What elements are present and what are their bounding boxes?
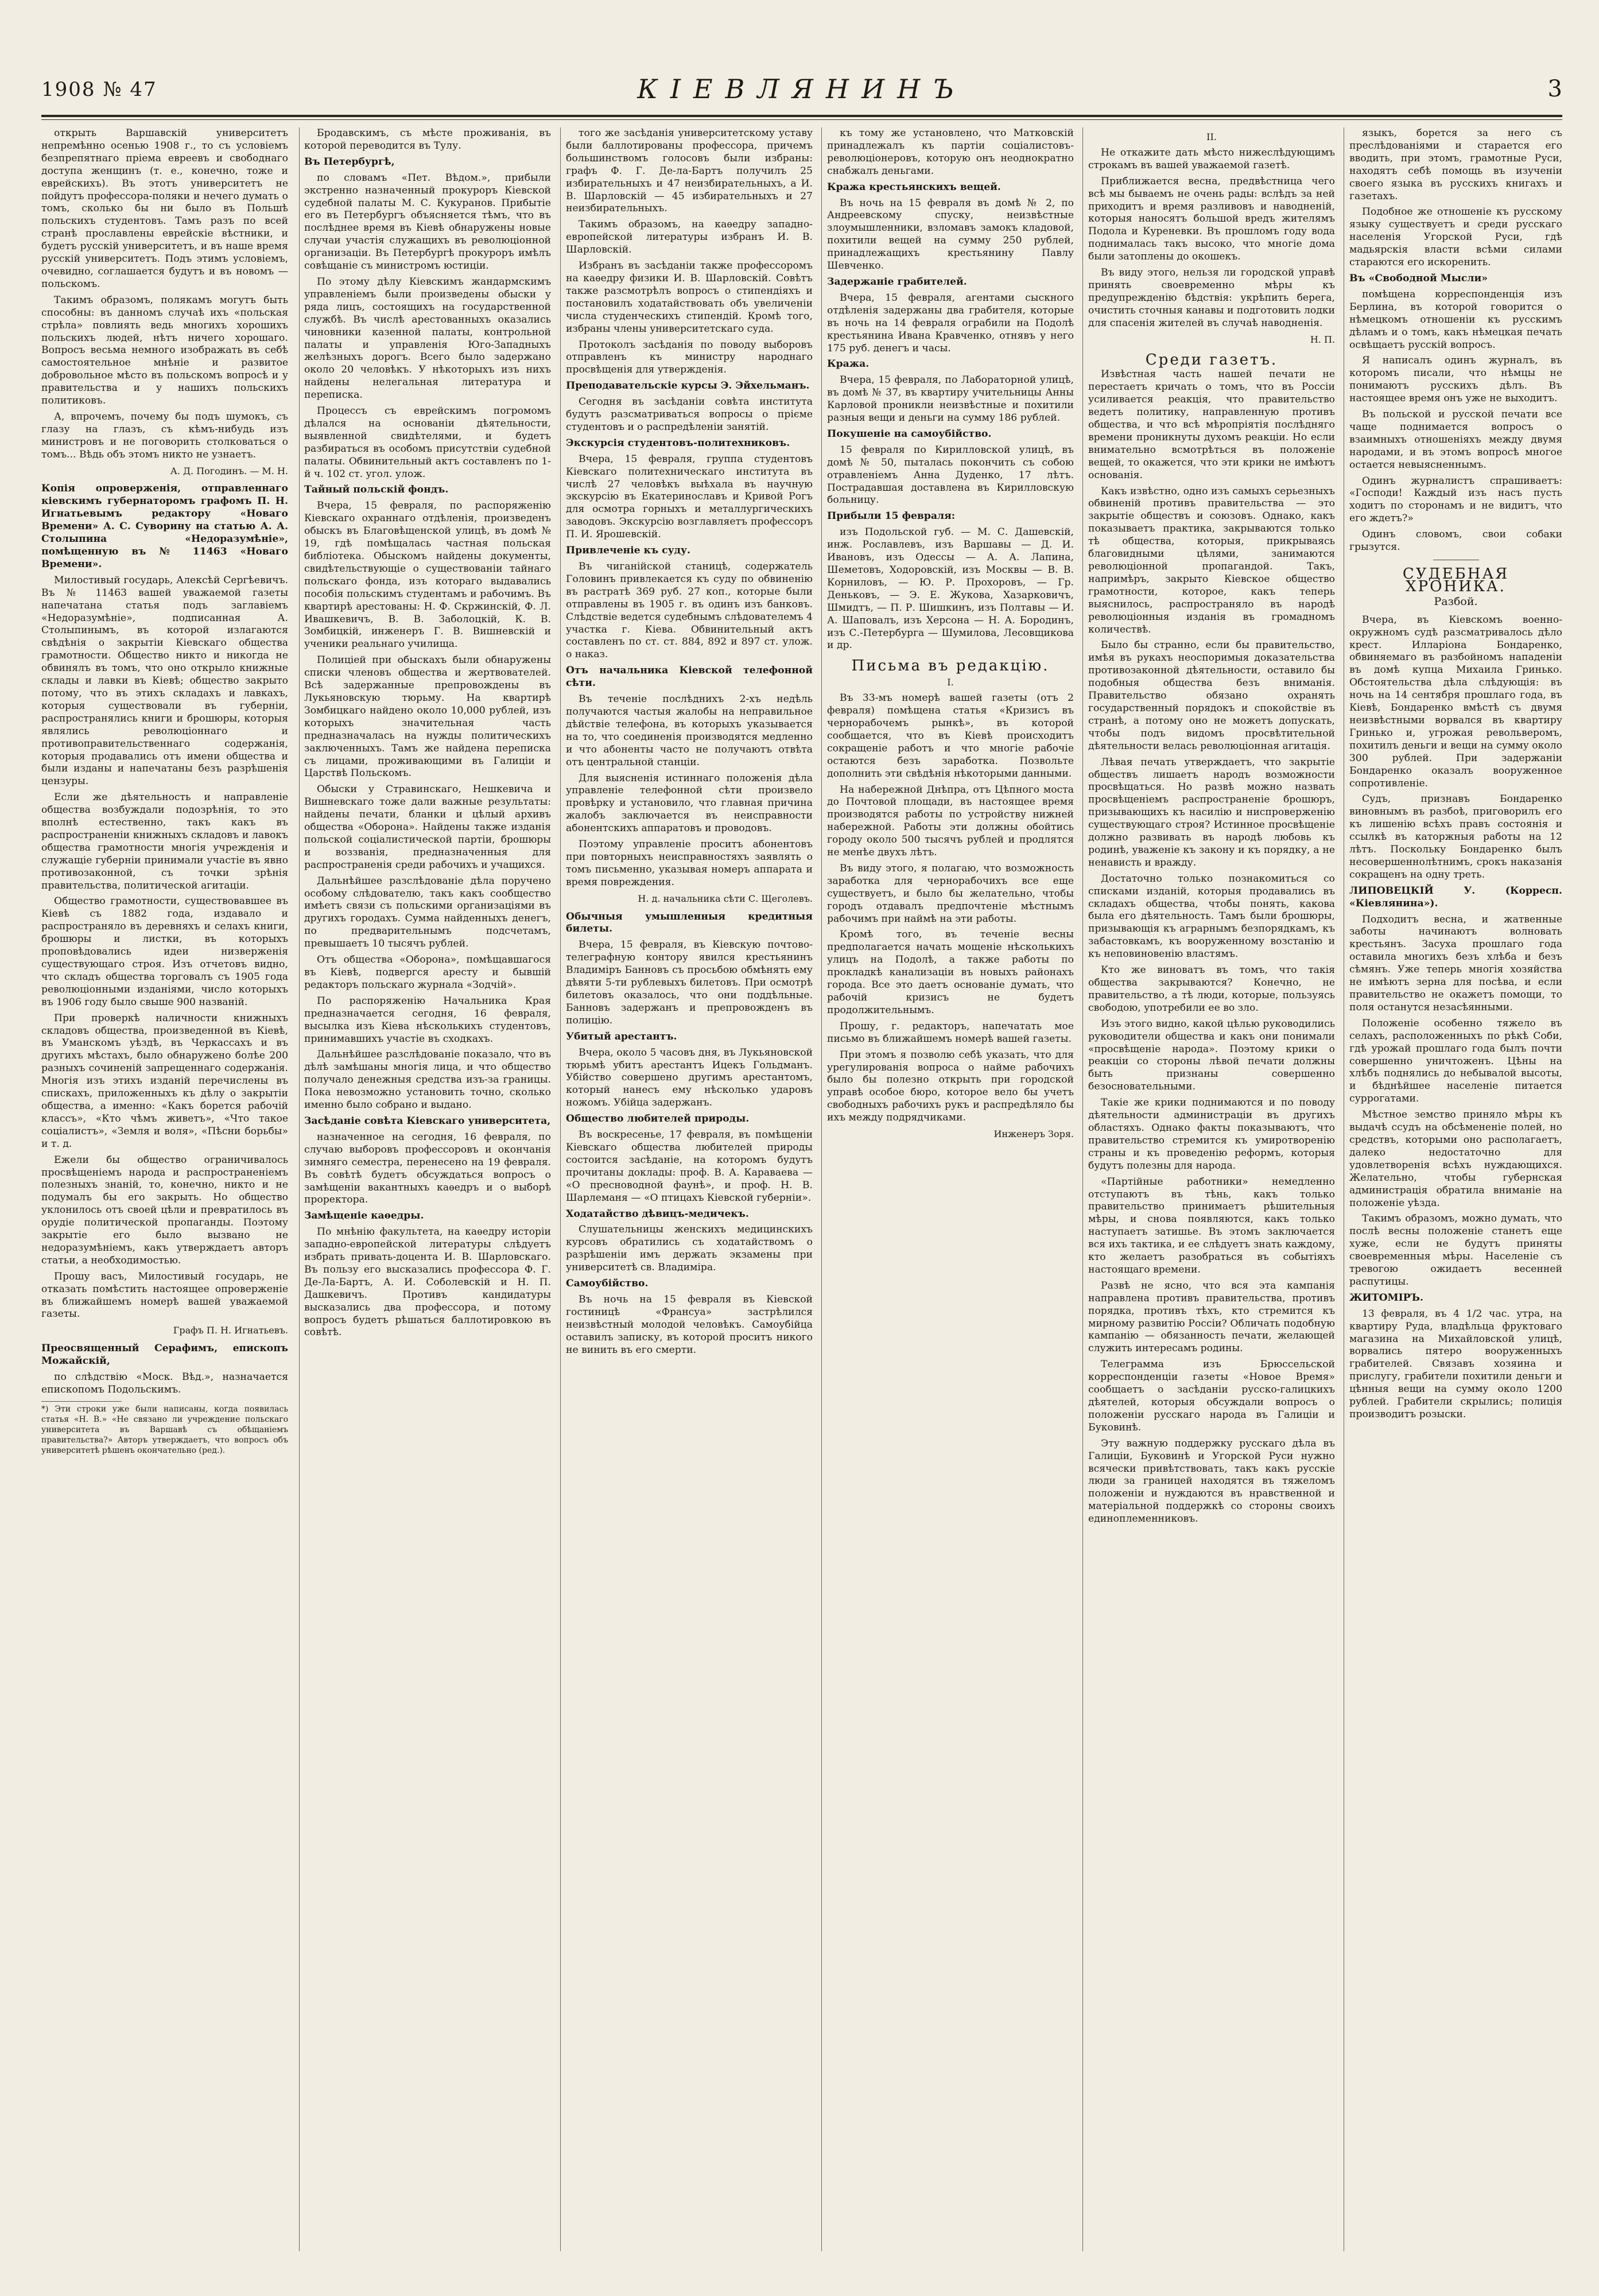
column-5 [1088, 127, 1335, 2251]
article-paragraph: Для выясненія истиннаго положенія дѣла управленіе телефонной сѣти произвело провѣрку и установило, что главная причина жалобъ заключается въ неисправности абонентскихъ аппаратовъ и проводовъ. [566, 772, 813, 835]
article-paragraph: Дальнѣйшее разслѣдованіе дѣла поручено особому слѣдователю, такъ какъ сообщество имѣетъ связи съ польскими организаціями въ другихъ городахъ. Сумма найденныхъ денегъ, по предварительнымъ подсчетамъ, превышаетъ 10 тысячъ рублей. [304, 875, 551, 950]
article-paragraph: Вчера, въ Кіевскомъ военно-окружномъ судѣ разсматривалось дѣло крест. Илларіона Бондаренко, обвиняемаго въ разбойномъ нападеніи въ домѣ купца Михаила Гринько. Обстоятельства дѣла слѣдующія: въ ночь на 14 сентября прошлаго года, въ Кіевѣ, Бондаренко вмѣстѣ съ двумя неизвѣстными ворвался въ квартиру Гринько и, угрожая револьверомъ, похитилъ деньги и вещи на сумму около 300 рублей. При задержаніи Бондаренко оказалъ вооруженное сопротивленіе. [1349, 614, 1562, 789]
article-paragraph: Вчера, около 5 часовъ дня, въ Лукьяновской тюрьмѣ убитъ арестантъ Ицекъ Гольдманъ. Убійство совершено другимъ арестантомъ, который нанесъ ему нѣсколько ударовъ ножомъ. Убійца задержанъ. [566, 1046, 813, 1109]
article-paragraph: По распоряженію Начальника Края предназначается сегодня, 16 февраля, высылка изъ Кіева нѣсколькихъ студентовъ, принимавшихъ участіе въ сходкахъ. [304, 995, 551, 1045]
article-paragraph: Одинъ журналистъ спрашиваетъ: «Господи! Каждый изъ насъ пусть ходитъ по сторонамъ и не видитъ, что его ждетъ?» [1349, 475, 1562, 525]
signature: Н. П. [1310, 333, 1335, 345]
letter-number: II. [1206, 131, 1217, 142]
article-headline: Самоубійство. [566, 1278, 649, 1290]
article-headline: Въ Петербургѣ, [304, 156, 395, 168]
article-paragraph: Мѣстное земство приняло мѣры къ выдачѣ ссудъ на обсѣмененіе полей, но средствъ, которыми оно располагаетъ, далеко недостаточно для удовлетворенія всѣхъ нуждающихся. Желательно, чтобы губернская администрація обратила вниманіе на положеніе уѣзда. [1349, 1109, 1562, 1209]
masthead [41, 73, 1562, 108]
column-3 [566, 127, 813, 2251]
article-paragraph: Слушательницы женскихъ медицинскихъ курсовъ обратились съ ходатайствомъ о разрѣшеніи имъ держать экзамены при университетѣ св. Владиміра. [566, 1224, 813, 1274]
article-paragraph: Въ воскресенье, 17 февраля, въ помѣщеніи Кіевскаго общества любителей природы состоится засѣданіе, на которомъ будутъ прочитаны доклады: проф. В. А. Караваева — «О пресноводной фаунѣ», и проф. Н. В. Шарлеманя — «О птицахъ Кіевской губерніи». [566, 1129, 813, 1204]
article-headline: Покушеніе на самоубійство. [827, 428, 992, 440]
article-paragraph: Въ чиганійской станицѣ, содержатель Головинъ привлекается къ суду по обвиненію въ растратѣ 369 руб. 27 коп., которые были отправлены въ 1905 г. въ одинъ изъ банковъ. Слѣдствіе ведется судебнымъ слѣдователемъ 4 участка г. Кіева. Обвинительный актъ составленъ по ст. ст. 884, 892 и 897 ст. улож. о наказ. [566, 561, 813, 661]
article-paragraph: При этомъ я позволю себѣ указать, что для урегулированія вопроса о найме рабочихъ было бы полезно открыть при городской управѣ особое бюро, которое вело бы учетъ свободныхъ рабочихъ рукъ и распредѣляло бы ихъ между подрядчиками. [827, 1049, 1074, 1124]
article-paragraph: Развѣ не ясно, что вся эта кампанія направлена противъ правительства, противъ порядка, противъ тѣхъ, кто стремится къ мирному развитію Россіи? Обличать подобную кампанію — обязанность печати, желающей служить интересамъ родины. [1088, 1279, 1335, 1355]
article-paragraph: Было бы странно, если бы правительство, имѣя въ рукахъ неоспоримыя доказательства противозаконной дѣятельности, оставило бы подобныя общества безъ вниманія. Правительство обязано охранять государственный порядокъ и спокойствіе въ странѣ, а потому оно не можетъ допускать, чтобы подъ видомъ просвѣтительной дѣятельности велась революціонная агитація. [1088, 639, 1335, 752]
column-2 [304, 127, 551, 2251]
article-paragraph: Подобное же отношеніе къ русскому языку существуетъ и среди русскаго населенія Угорской Руси, гдѣ мадьярскія власти всѣми силами стараются его искоренить. [1349, 206, 1562, 269]
article-paragraph: При проверкѣ наличности книжныхъ складовъ общества, произведенной въ Кіевѣ, въ Уманскомъ уѣздѣ, въ Черкассахъ и въ другихъ мѣстахъ, было обнаружено болѣе 200 разныхъ сочиненій запрещеннаго содержанія. Многія изъ этихъ изданій перечислены въ спискахъ, приложенныхъ къ дѣлу о закрытіи общества, а именно: «Какъ борется рабочій классъ», «Кто чѣмъ живетъ», «Что такое соціалистъ», «Земля и воля», «Пѣсни борьбы» и т. д. [41, 1012, 288, 1150]
article-headline: Прибыли 15 февраля: [827, 510, 956, 522]
article-paragraph: Поэтому управленіе проситъ абонентовъ при повторныхъ неисправностяхъ заявлять о томъ письменно, указывая номеръ аппарата и время повреждения. [566, 839, 813, 888]
article-headline: ЖИТОМІРЪ. [1349, 1292, 1423, 1304]
signature: Инженеръ Зоря. [993, 1128, 1074, 1140]
article-paragraph: Кто же виноватъ въ томъ, что такія общества закрываются? Конечно, не правительство, а тѣ люди, которые, пользуясь свободою, употребили ее во зло. [1088, 964, 1335, 1014]
article-paragraph: помѣщена корреспонденція изъ Берлина, въ которой говорится о нѣмецкомъ отношеніи къ русскимъ дѣламъ и о томъ, какъ нѣмецкая печать освѣщаетъ русскій вопросъ. [1349, 288, 1562, 351]
article-paragraph: того же засѣданія университетскому уставу были баллотированы профессора, причемъ большинствомъ голосовъ были избраны: графъ Ф. Г. Де-ла-Бартъ получилъ 25 избирательныхъ и 47 неизбирательныхъ, а И. В. Шарловскій — 45 избирательныхъ и 27 неизбирательныхъ. [566, 127, 813, 215]
article-paragraph: Кромѣ того, въ теченіе весны предполагается начать мощеніе нѣсколькихъ улицъ на Подолѣ, а также работы по прокладкѣ канализаціи въ новыхъ районахъ города. Все это даетъ основаніе думать, что рабочій кризисъ не будетъ продолжительнымъ. [827, 929, 1074, 1016]
column-6 [1349, 127, 1562, 2251]
article-paragraph: Въ польской и русской печати все чаще поднимается вопросъ о взаимныхъ отношеніяхъ между двумя народами, и въ этомъ вопросѣ многое остается невыясненнымъ. [1349, 409, 1562, 471]
article-paragraph: Вчера, 15 февраля, въ Кіевскую почтово-телеграфную контору явился крестьянинъ Владиміръ Банновъ съ просьбою обмѣнять ему дѣвяти 5-ти рублевыхъ билетовъ. При осмотрѣ билетовъ оказалось, что они поддѣльные. Банновъ задержанъ и препровожденъ въ полицію. [566, 939, 813, 1026]
article-headline: Ходатайство дѣвицъ-медичекъ. [566, 1208, 749, 1220]
section-subheading: Разбой. [1434, 595, 1478, 608]
article-paragraph: Процессъ съ еврейскимъ погромомъ дѣлался на основаніи дѣятельности, выявленной свидѣтелями, и будетъ разбираться въ особомъ присутствіи судебной палаты. Обвинительный актъ составленъ по 1-й ч. 102 ст. угол. улож. [304, 405, 551, 480]
article-paragraph: 15 февраля по Кирилловской улицѣ, въ домѣ № 50, пыталась покончить съ собою отравленіемъ Анна Дуденко, 17 лѣтъ. Пострадавшая доставлена въ Кирилловскую больницу. [827, 444, 1074, 506]
section-heading: Среди газетъ. [1145, 351, 1278, 369]
article-paragraph: Въ теченіе послѣднихъ 2-хъ недѣль получаются частыя жалобы на неправильное дѣйствіе телефона, въ которыхъ указывается на то, что соединенія производятся медленно и что абоненты часто не получаютъ отвѣта отъ центральной станціи. [566, 693, 813, 768]
article-headline: Засѣданіе совѣта Кіевскаго университета, [304, 1115, 551, 1127]
section-heading: СУДЕБНАЯ ХРОНИКА. [1402, 565, 1509, 595]
article-headline: Копія опроверженія, отправленнаго кіевскимъ губернаторомъ графомъ П. Н. Игнатьевымъ редактору «Новаго Времени» А. С. Суворину на статью А. А. Столыпина «Недоразумѣніе», помѣщенную въ № 11463 «Новаго Времени». [41, 483, 288, 570]
article-paragraph: Достаточно только познакомиться со списками изданій, которыя продавались въ складахъ общества, чтобы понять, какова была его дѣятельность. Тамъ были брошюры, призывающія къ аграрнымъ безпорядкамъ, къ забастовкамъ, къ вооруженному возстанію и къ неповиновенію властямъ. [1088, 872, 1335, 960]
article-paragraph: Одинъ словомъ, свои собаки грызутся. [1349, 529, 1562, 553]
column-divider [299, 127, 300, 2251]
article-paragraph: назначенное на сегодня, 16 февраля, по случаю выборовъ профессоровъ и окончанія зимняго семестра, перенесено на 19 февраля. Въ совѣтѣ будетъ обсуждаться вопросъ о замѣщеніи вакантныхъ каѳедръ и о выборѣ проректора. [304, 1131, 551, 1206]
article-headline: Кража. [827, 358, 870, 370]
article-paragraph: Подходитъ весна, и жатвенные заботы начинаютъ волновать крестьянъ. Засуха прошлаго года оставила многихъ безъ хлѣба и безъ сѣмянъ. Уже теперь многія хозяйства не имѣютъ зерна для посѣва, и если правительство не окажетъ помощи, то поля останутся незасѣянными. [1349, 913, 1562, 1013]
article-paragraph: Прошу васъ, Милостивый государь, не отказать помѣстить настоящее опроверженіе въ ближайшемъ номерѣ вашей уважаемой газеты. [41, 1270, 288, 1320]
article-paragraph: Лѣвая печать утверждаетъ, что закрытіе обществъ лишаетъ народъ возможности просвѣщаться. Но развѣ можно назвать просвѣщеніемъ распространеніе брошюръ, призывающихъ къ насилію и ниспроверженію существующаго строя? Истинное просвѣщеніе должно развивать въ народѣ любовь къ родинѣ, уваженіе къ закону и къ порядку, а не ненависть и вражду. [1088, 756, 1335, 868]
article-paragraph: Обыски у Стравинскаго, Нешкевича и Вишневскаго тоже дали важные результаты: найдены печати, бланки и цѣлый архивъ общества «Оборона». Найдены также изданія польской соціалистической партіи, брошюры и воззванія, предназначенныя для распространенія среди рабочихъ и учащихся. [304, 784, 551, 871]
article-paragraph: изъ Подольской губ. — М. С. Дашевскій, инж. Рославлевъ, изъ Варшавы — Д. И. Ивановъ, изъ Одессы — А. А. Лапина, Шеметовъ, Ходоровскій, изъ Москвы — В. В. Корниловъ, — Ю. Р. Прохоровъ, — Гр. Деньковъ, — Э. Е. Жукова, Хазарковичъ, Шмидтъ, — П. Р. Шишкинъ, изъ Полтавы — И. А. Шаповалъ, изъ Херсона — Н. А. Бородинъ, изъ С.-Петербурга — Шумилова, Лесовщикова и др. [827, 526, 1074, 651]
article-paragraph: Не откажите дать мѣсто нижеслѣдующимъ строкамъ въ вашей уважаемой газетѣ. [1088, 146, 1335, 171]
article-headline: Привлеченіе къ суду. [566, 545, 691, 557]
article-paragraph: Общество грамотности, существовавшее въ Кіевѣ съ 1882 года, издавало и распространяло въ деревняхъ и селахъ книги, брошюры и листки, въ которыхъ проповѣдовались идеи низверженія существующаго строя. Изъ отчетовъ видно, что складъ общества торговалъ съ 1905 года революціонными изданіями, число которыхъ въ 1906 году было свыше 900 названій. [41, 895, 288, 1008]
article-paragraph: Если же дѣятельность и направленіе общества возбуждали подозрѣнія, то это вполнѣ естественно, такъ какъ въ распространеніи книжныхъ складовъ и лавокъ общества грамотности многія учрежденія и служащіе губерніи принимали участіе въ явно противозаконной, съ точки зрѣнія правительства, политической агитаціи. [41, 792, 288, 891]
header-rule-thin [41, 119, 1562, 120]
column-divider [821, 127, 822, 2251]
newspaper-title: КІЕВЛЯНИНЪ [637, 73, 967, 104]
article-paragraph: Вчера, 15 февраля, по распоряженію Кіевскаго охраннаго отдѣленія, произведенъ обыскъ въ Благовѣщенской улицѣ, въ домѣ № 19, гдѣ помѣщалась частная польская библіотека. Обыскомъ найдены документы, свидѣтельствующіе о существованіи тайнаго польскаго фонда, изъ котораго выдавались пособія польскимъ студентамъ и рабочимъ. Въ квартирѣ арестованы: Н. Ф. Скржинскій, Ф. Л. Ивашкевичъ, В. В. Заболоцкій, К. В. Зомбицкій, инженеръ Г. В. Вишневскій и ученики реальнаго училища. [304, 500, 551, 650]
article-paragraph: Отъ общества «Оборона», помѣщавшагося въ Кіевѣ, подвергся аресту и бывшій редакторъ польскаго журнала «Зодчій». [304, 954, 551, 991]
article-paragraph: Сегодня въ засѣданіи совѣта института будутъ разсматриваться вопросы о прієме студентовъ и о распредѣленіи занятій. [566, 396, 813, 433]
article-paragraph: Прошу, г. редакторъ, напечатать мое письмо въ ближайшемъ номерѣ вашей газеты. [827, 1020, 1074, 1045]
signature: А. Д. Погодинъ. — М. Н. [170, 465, 288, 476]
article-paragraph: А, впрочемъ, почему бы подъ шумокъ, съ глазу на глазъ, съ кѣмъ-нибудь изъ министровъ и не поговорить столковаться о томъ... Вѣдь объ этомъ никто не узнаетъ. [41, 410, 288, 460]
footnote-rule [41, 1401, 122, 1402]
article-paragraph: Милостивый государь, Алексѣй Сергѣевичъ. Въ № 11463 вашей уважаемой газеты напечатана статья подъ заглавіемъ «Недоразумѣніе», подписанная А. Столыпинымъ, въ которой излагаются свѣдѣнія о закрытіи Кіевскаго общества грамотности. Общество никто и никогда не обвинялъ въ томъ, что оно открыло книжные склады и лавки въ Кіевѣ; общество закрыто потому, что въ этихъ складахъ и лавкахъ, которыя существовали въ губерніи, распространялись книги и брошюры, которыя являлись революціоннаго и противоправительственнаго содержанія, которыя продавались отъ имени общества и были изданы и напечатаны безъ разрѣшенія цензуры. [41, 574, 288, 788]
article-paragraph: Телеграмма изъ Брюссельской корреспонденціи газеты «Новое Время» сообщаетъ о засѣданіи русско-галицкихъ дѣятелей, которыя обсуждали вопросъ о положеніи русскаго народа въ Галиціи и Буковинѣ. [1088, 1359, 1335, 1433]
article-paragraph: Бродавскимъ, съ мѣсте проживанія, въ которой переводится въ Тулу. [304, 127, 551, 152]
footnote: *) Эти строки уже были написаны, когда появилась статья «Н. В.» «Не связано ли учреждение польскаго университета въ Варшавѣ съ обѣщаніемъ правительства?» Авторъ утверждаетъ, что вопросъ объ университетѣ рѣшенъ окончательно (ред.). [41, 1404, 288, 1455]
article-paragraph: Избранъ въ засѣданіи также профессоромъ на каѳедру физики И. В. Шарловскій. Совѣтъ также разсмотрѣлъ вопросъ о стипендіяхъ и постановилъ ходатайствовать объ увеличеніи числа студенческихъ стипендій. Кромѣ того, избраны члены университетскаго суда. [566, 260, 813, 335]
article-paragraph: Въ виду этого, я полагаю, что возможность заработка для чернорабочихъ все еще существуетъ, и было бы желательно, чтобы городъ отдавалъ предпочтеніе мѣстнымъ рабочимъ при наймѣ на эти работы. [827, 862, 1074, 925]
article-paragraph: Такимъ образомъ, на каѳедру западно-европейской литературы избранъ И. В. Шарловскій. [566, 219, 813, 256]
article-headline: Отъ начальника Кіевской телефонной сѣти. [566, 665, 813, 689]
article-headline: Задержаніе грабителей. [827, 276, 967, 288]
article-headline: Замѣщеніе каѳедры. [304, 1210, 424, 1222]
article-paragraph: Какъ извѣстно, одно изъ самыхъ серьезныхъ обвиненій противъ правительства — это закрытіе обществъ и союзовъ. Однако, какъ показываетъ практика, закрываются только тѣ общества, которыя, прикрываясь благовидными цѣлями, занимаются революціонной пропагандой. Такъ, напримѣръ, закрыто Кіевское общество грамотности, которое, какъ теперь выяснилось, распространяло въ народѣ революціонныя изданія въ громадномъ количествѣ. [1088, 485, 1335, 635]
article-paragraph: Вчера, 15 февраля, группа студентовъ Кіевскаго политехническаго института въ числѣ 27 человѣкъ выѣхала въ научную экскурсію въ Екатеринославъ и Кривой Рогъ для осмотра горныхъ и металлургическихъ заводовъ. Экскурсію возглавляетъ профессоръ П. И. Ярошевскій. [566, 453, 813, 541]
column-divider [1082, 127, 1083, 2251]
article-paragraph: Протоколъ засѣданія по поводу выборовъ отправленъ къ министру народнаго просвѣщенія для утвержденія. [566, 339, 813, 376]
article-paragraph: Въ ночь на 15 февраля въ домѣ № 2, по Андреевскому спуску, неизвѣстные злоумышленники, взломавъ замокъ кладовой, похитили вещей на сумму 250 рублей, принадлежащихъ крестьянину Павлу Шевченко. [827, 197, 1074, 272]
article-paragraph: открыть Варшавскій университетъ непремѣнно осенью 1908 г., то съ условіемъ безпрепятнаго пріема евреевъ и свободнаго доступа женщинъ (т. е., конечно, тоже и еврейскихъ). Въ этотъ университетъ не пойдутъ профессора-поляки и нечего думать о томъ, сколько бы ни было въ Польшѣ польскихъ студентовъ. Тамъ разъ по всей странѣ прославлены еврейскіе вѣстники, и будетъ русскій университетъ, и въ наше время русскій университетъ. Подъ этимъ условіемъ, очевидно, соглашается будутъ и въ новомъ — польскомъ. [41, 127, 288, 290]
article-headline: Кража крестьянскихъ вещей. [827, 181, 1001, 193]
article-paragraph: языкъ, борется за него съ преслѣдованіями и старается его вводить, при этомъ, грамотные Руси, находятъ себѣ помощь въ изученіи своего языка въ русскихъ книгахъ и газетахъ. [1349, 127, 1562, 202]
issue-date-number: 1908 № 47 [41, 78, 157, 101]
article-paragraph: Такимъ образомъ, полякамъ могутъ быть способны: въ данномъ случаѣ ихъ «польская стрѣла» повлиять ведь многихъ хорошихъ польскихъ людей, нѣтъ ничего хорошаго. Вопросъ весьма немного изображать въ себѣ самостоятельное мнѣніе и развитое добровольное мѣсто въ польскомъ вопросѣ и у правительства и у нашихъ польскихъ политиковъ. [41, 294, 288, 407]
article-paragraph: По мнѣнію факультета, на каѳедру исторіи западно-европейской литературы слѣдуетъ избрать привать-доцента И. В. Шарловскаго. Въ пользу его высказались профессора Ф. Г. Де-Ла-Бартъ, А. И. Соболевскій и Н. П. Дашкевичъ. Противъ кандидатуры высказались два профессора, и потому вопросъ будетъ рѣшаться баллотировкою въ совѣтѣ. [304, 1226, 551, 1339]
article-paragraph: Полиціей при обыскахъ были обнаружены списки членовъ общества и жертвователей. Всѣ задержанные препровождены въ Лукьяновскую тюрьму. На квартирѣ Зомбицкаго найдено около 10,000 рублей, изъ которыхъ значительная часть предназначалась на нужды политическихъ заключенныхъ. Тамъ же найдена переписка съ лицами, проживающими въ Галиціи и Царствѣ Польскомъ. [304, 654, 551, 779]
article-paragraph: Ежели бы общество ограничивалось просвѣщеніемъ народа и распространеніемъ полезныхъ знаній, то, конечно, никто и не подумалъ бы его закрыть. Но общество уклонилось отъ своей цѣли и превратилось въ орудіе политической пропаганды. Поэтому закрытіе его было вызвано не недоразумѣніемъ, какъ утверждаетъ авторъ статьи, а необходимостью. [41, 1154, 288, 1266]
article-paragraph: Эту важную поддержку русскаго дѣла въ Галиціи, Буковинѣ и Угорской Руси нужно всячески привѣтствовать, такъ какъ русскіе люди за границей находятся въ тяжеломъ положеніи и нуждаются въ нравственной и матеріальной поддержкѣ со стороны своихъ единоплеменниковъ. [1088, 1437, 1335, 1525]
article-headline: Преосвященный Серафимъ, епископъ Можайскій, [41, 1343, 288, 1367]
article-paragraph: На набережной Днѣпра, отъ Цѣпного моста до Почтовой площади, въ настоящее время производятся работы по устройству нижней набережной. Работы эти должны обойтись городу около 500 тысячъ рублей и продлятся не менѣе двухъ лѣтъ. [827, 784, 1074, 859]
section-heading: Письма въ редакцію. [851, 657, 1050, 675]
page-number: 3 [1547, 76, 1562, 102]
signature: Графъ П. Н. Игнатьевъ. [173, 1325, 288, 1336]
article-paragraph: Такимъ образомъ, можно думать, что послѣ весны положеніе станетъ еще хуже, если не будутъ приняты своевременныя мѣры. Населеніе съ тревогою ожидаетъ весенней распутицы. [1349, 1213, 1562, 1287]
article-paragraph: Въ ночь на 15 февраля въ Кіевской гостиницѣ «Франсуа» застрѣлился неизвѣстный молодой человѣкъ. Самоубійца оставилъ записку, въ которой проситъ никого не винить въ его смерти. [566, 1293, 813, 1356]
article-paragraph: Дальнѣйшее разслѣдованіе показало, что въ дѣлѣ замѣшаны многія лица, и что общество получало денежныя средства изъ-за границы. Пока невозможно установить точно, сколько именно было собрано и выдано. [304, 1049, 551, 1111]
article-paragraph: Я написалъ одинъ журналъ, въ которомъ писали, что нѣмцы не понимаютъ русскихъ дѣлъ. Въ настоящее время онъ уже не выходитъ. [1349, 355, 1562, 405]
article-paragraph: къ тому же установлено, что Матковскій принадлежалъ къ партіи соціалистовъ-революціонеровъ, которую онъ неоднократно снабжалъ деньгами. [827, 127, 1074, 177]
article-paragraph: Судъ, признавъ Бондаренко виновнымъ въ разбоѣ, приговорилъ его къ лишенію всѣхъ правъ состоянія и ссылкѣ въ каторжныя работы на 12 лѣтъ. Поскольку Бондаренко былъ несовершеннолѣтнимъ, срокъ наказанія сокращенъ на одну треть. [1349, 793, 1562, 881]
article-paragraph: По этому дѣлу Кіевскимъ жандармскимъ управленіемъ были произведены обыски у ряда лицъ, состоящихъ на государственной службѣ. Въ числѣ арестованныхъ оказались чиновники казенной палаты, контрольной палаты и управленія Юго-Западныхъ желѣзныхъ дорогъ. Всего было задержано около 20 человѣкъ. У нѣкоторыхъ изъ нихъ найдены нелегальная литература и переписка. [304, 276, 551, 401]
article-paragraph: Вчера, 15 февраля, агентами сыскного отдѣленія задержаны два грабителя, которые въ ночь на 14 февраля ограбили на Подолѣ крестьянина Ивана Кравченко, отнявъ у него 175 руб. денегъ и часы. [827, 292, 1074, 354]
article-paragraph: Въ виду этого, нельзя ли городской управѣ принять своевременно мѣры къ предупрежденію бѣдствія: укрѣпить берега, очистить сточныя канавы и подготовить лодки для спасенія жителей въ случаѣ наводненія. [1088, 267, 1335, 329]
article-paragraph: Изъ этого видно, какой цѣлью руководились руководители общества и какъ они понимали «просвѣщеніе народа». Поэтому крики о реакціи со стороны лѣвой печати должны быть признаны совершенно безосновательными. [1088, 1018, 1335, 1093]
article-paragraph: «Партійные работники» немедленно отступаютъ въ тѣнь, какъ только правительство принимаетъ рѣшительныя мѣры, и снова появляются, какъ только наступаетъ затишье. Въ этомъ заключается вся ихъ тактика, и ее слѣдуетъ знать каждому, кто желаетъ разобраться въ событіяхъ настоящаго времени. [1088, 1176, 1335, 1275]
article-paragraph: Положеніе особенно тяжело въ селахъ, расположенныхъ по рѣкѣ Соби, гдѣ урожай прошлаго года былъ почти совершенно уничтоженъ. Цѣны на хлѣбъ поднялись до небывалой высоты, и бѣднѣйшее населеніе питается суррогатами. [1349, 1017, 1562, 1105]
column-4 [827, 127, 1074, 2251]
article-headline: Экскурсія студентовъ-политехниковъ. [566, 437, 790, 449]
article-paragraph: по словамъ «Пет. Вѣдом.», прибыли экстренно назначенный прокуроръ Кіевской судебной палаты М. С. Кукуранов. Прибытіе его въ Петербургъ объясняется тѣмъ, что въ послѣднее время въ Кіевѣ обнаружены новые случаи участія служащихъ въ революціонной организаціи. Въ Петербургѣ прокуроръ имѣлъ совѣщаніе съ министромъ юстиціи. [304, 172, 551, 272]
article-paragraph: Вчера, 15 февраля, по Лабораторной улицѣ, въ домѣ № 37, въ квартиру учительницы Анны Карловой проникли неизвѣстные и похитили разныя вещи и деньги на сумму 186 рублей. [827, 374, 1074, 424]
signature: Н. д. начальника сѣти С. Щеголевъ. [638, 893, 813, 904]
article-headline: Убитый арестантъ. [566, 1030, 677, 1042]
article-headline: Преподавательскіе курсы Э. Эйхельманъ. [566, 380, 810, 392]
column-divider [560, 127, 561, 2251]
letter-number: I. [947, 677, 954, 688]
article-paragraph: Приближается весна, предвѣстница чего всѣ мы бываемъ не очень рады: вслѣдъ за ней приходитъ и время разливовъ и наводненій, которыя наносятъ большой вредъ жителямъ Подола и Куреневки. Въ прошломъ году вода поднималась такъ высоко, что многіе дома были затоплены до окошекъ. [1088, 175, 1335, 263]
article-headline: Обычныя умышленныя кредитныя билеты. [566, 910, 813, 935]
article-paragraph: Такіе же крики поднимаются и по поводу дѣятельности администраціи въ другихъ областяхъ. Однако факты показываютъ, что правительство стремится къ умиротворенію страны и къ проведенію реформъ, которыя будутъ полезны для народа. [1088, 1097, 1335, 1172]
article-paragraph: Въ 33-мъ номерѣ вашей газеты (отъ 2 февраля) помѣщена статья «Кризисъ въ чернорабочемъ рынкѣ», въ которой сообщается, что въ Кіевѣ происходитъ сокращеніе работъ и что многіе рабочіе остаются безъ заработка. Позвольте дополнить эти свѣдѣнія нѣкоторыми данными. [827, 692, 1074, 779]
article-headline: Тайный польскій фондъ. [304, 484, 449, 496]
article-paragraph: по слѣдствію «Моск. Вѣд.», назначается епископомъ Подольскимъ. [41, 1371, 288, 1395]
article-headline: ЛИПОВЕЦКІЙ У. (Корресп. «Кіевлянина»). [1349, 885, 1562, 909]
article-headline: Въ «Свободной Мысли» [1349, 272, 1488, 284]
header-rule [41, 115, 1562, 117]
article-paragraph: 13 февраля, въ 4 1/2 час. утра, на квартиру Руда, владѣльца фруктоваго магазина на Михайловской улицѣ, ворвались пятеро вооруженныхъ грабителей. Связавъ хозяина и прислугу, грабители похитили деньги и цѣнныя вещи на сумму около 1200 рублей. Грабители скрылись; полиція производитъ розыски. [1349, 1308, 1562, 1420]
article-headline: Общество любителей природы. [566, 1113, 750, 1125]
article-paragraph: Извѣстная часть нашей печати не перестаетъ кричать о томъ, что въ Россіи усиливается реакція, что правительство ведетъ политику, направленную противъ общества, и что всѣ мѣропріятія послѣдняго времени проникнуты духомъ реакціи. Но если внимательно всмотрѣться въ положеніе вещей, то окажется, что эти крики не имѣютъ основанія. [1088, 369, 1335, 481]
column-1 [41, 127, 288, 2251]
